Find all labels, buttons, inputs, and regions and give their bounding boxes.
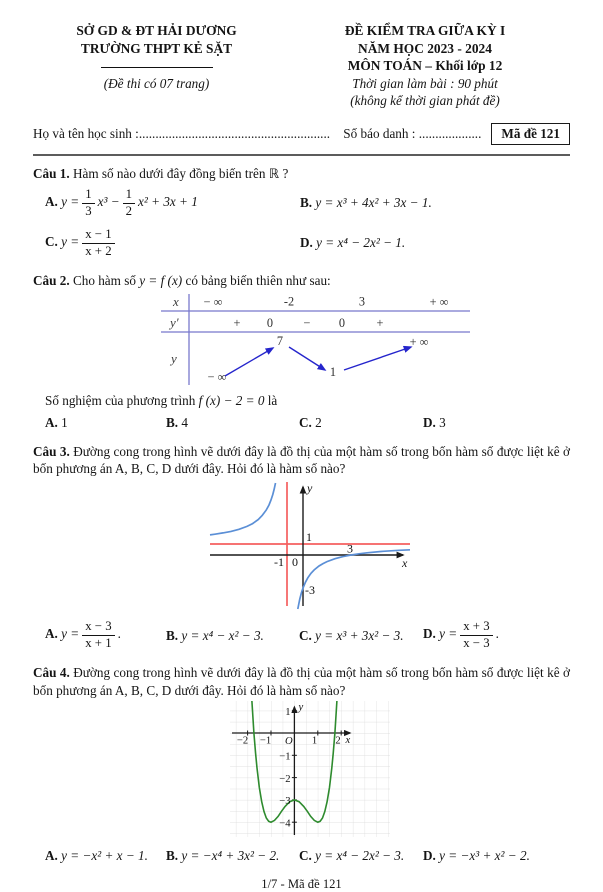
- header-school-block: [33, 22, 280, 110]
- q2-option-d: D. 3: [423, 415, 446, 431]
- q1-option-b: B. y = x³ + 4x² + 3x − 1.: [300, 195, 432, 211]
- student-id-line: Số báo danh : ...................: [343, 126, 482, 142]
- y-axis-label: y: [298, 702, 304, 714]
- q1-option-d: D. y = x⁴ − 2x² − 1.: [300, 235, 406, 251]
- variation-arrows: [225, 347, 411, 376]
- q2-option-a: A. 1: [45, 415, 68, 431]
- q3-graph-svg: [210, 479, 410, 611]
- question-4: [33, 664, 570, 866]
- header: [33, 22, 570, 110]
- q2-variation-table: [155, 292, 570, 389]
- svg-text:3: 3: [358, 294, 366, 309]
- svg-text:−2: −2: [279, 773, 291, 785]
- q3-option-c: C. y = x³ + 3x² − 3.: [299, 627, 404, 643]
- page-footer: 1/7 - Mã đề 121: [261, 876, 342, 891]
- y-min-value: 1: [329, 365, 337, 380]
- q4-option-b: B. y = −x⁴ + 3x² − 2.: [166, 847, 280, 863]
- row-head-y: y: [171, 351, 177, 367]
- svg-text:-2: -2: [283, 294, 295, 309]
- header-short-rule: [101, 67, 213, 68]
- question-2: [33, 272, 570, 434]
- question-1: [33, 165, 570, 262]
- q3-graph: [210, 479, 570, 615]
- question-3: [33, 443, 570, 655]
- y-axis-label: y: [307, 480, 313, 495]
- vasym-label: -1: [274, 554, 284, 569]
- q3-option-d: D. y = $\frac{x + 3}{x - 3}$ .: [423, 619, 499, 651]
- student-name-line: Họ và tên học sinh :..........................................................: [33, 126, 331, 142]
- table-row-heads: [168, 294, 179, 366]
- q4-text: [33, 664, 570, 699]
- q1-text: [33, 165, 570, 182]
- svg-text:0: 0: [266, 316, 274, 331]
- exam-title: ĐỀ KIỂM TRA GIỮA KỲ I: [344, 23, 506, 38]
- svg-text:1: 1: [285, 707, 291, 719]
- q2-text: Câu 2. Cho hàm số y = f (x) có bảng biến thiên như sau:: [33, 272, 331, 288]
- row-head-y-prime: y′: [170, 315, 179, 331]
- curve-left-branch: [210, 483, 276, 535]
- arrow-up-2: [344, 347, 411, 370]
- fraction: $\frac{1}{2}$: [123, 188, 135, 219]
- q2-options-row: [45, 412, 570, 434]
- q1-option-c: C. y = $\frac{x - 1}{x + 2}$: [45, 227, 300, 259]
- hasym-label: 1: [306, 529, 312, 544]
- exam-subject: MÔN TOÁN – Khối lớp 12: [347, 58, 503, 74]
- svg-text:+: +: [233, 316, 241, 331]
- q2-label: Câu 2.: [33, 272, 70, 288]
- q3-stem: Đường cong trong hình vẽ dưới đây là đồ thị của một hàm số trong bốn hàm số được liệt kê ở bốn phương án A, B, C, D dưới đây. Hỏi đó là hàm số nào?: [33, 444, 571, 477]
- exam-code-box: Mã đề 121: [491, 123, 570, 145]
- q3-options-row: [45, 615, 570, 655]
- q4-graph-svg: [230, 701, 390, 837]
- fraction: $\frac{x + 3}{x - 3}$: [460, 620, 492, 651]
- svg-text:2: 2: [335, 735, 341, 747]
- q1-options-row-1: [45, 183, 570, 223]
- x-axis-label: x: [402, 555, 408, 570]
- svg-text:−1: −1: [259, 735, 272, 747]
- x-axis-label: x: [345, 735, 351, 747]
- fraction: $\frac{x - 3}{x + 1}$: [82, 620, 114, 651]
- svg-text:−1: −1: [279, 751, 291, 763]
- svg-text:−: −: [303, 316, 311, 331]
- header-exam-block: [280, 22, 570, 110]
- svg-text:− ∞: − ∞: [203, 295, 223, 310]
- svg-text:+: +: [376, 316, 384, 331]
- q2-option-b: B. 4: [166, 415, 188, 431]
- row-head-x: x: [173, 294, 179, 310]
- curve-right-branch: [298, 550, 410, 609]
- table-sign-row: [234, 316, 384, 330]
- svg-text:1: 1: [311, 735, 318, 747]
- q2-option-c: C. 2: [299, 415, 322, 431]
- exam-year: NĂM HỌC 2023 - 2024: [358, 40, 492, 56]
- origin-label: 0: [292, 554, 298, 569]
- q3-label: Câu 3.: [33, 444, 70, 460]
- svg-text:−3: −3: [279, 796, 291, 808]
- student-row: [33, 123, 570, 145]
- q1-option-a: A. y = $\frac{1}{3}$ x³ − $\frac{1}{2}$ x² + 3x + 1: [45, 186, 198, 218]
- school-name: TRƯỜNG THPT KẺ SẶT: [80, 40, 233, 56]
- variation-table-svg: [155, 292, 470, 385]
- header-divider: [33, 154, 570, 156]
- q4-option-c: C. y = x⁴ − 2x² − 3.: [299, 847, 405, 863]
- table-x-row: [204, 295, 449, 310]
- arrow-up-1: [225, 348, 273, 376]
- q4-label: Câu 4.: [33, 665, 70, 681]
- exam-duration: Thời gian làm bài : 90 phút: [352, 76, 498, 92]
- q4-option-d: D. y = −x³ + x² − 2.: [423, 847, 530, 863]
- svg-text:−4: −4: [279, 818, 291, 830]
- school-department: SỞ GD & ĐT HẢI DƯƠNG: [76, 23, 237, 38]
- svg-text:+ ∞: + ∞: [429, 295, 449, 310]
- q3-option-b: B. y = x⁴ − x² − 3.: [166, 627, 264, 643]
- table-y-row: [208, 334, 429, 384]
- q4-stem: Đường cong trong hình vẽ dưới đây là đồ thị của một hàm số trong bốn hàm số được liệt kê ở bốn phương án A, B, C, D dưới đây. Hỏi đó là hàm số nào?: [33, 665, 571, 698]
- pages-note: (Đề thi có 07 trang): [103, 76, 210, 92]
- q3-graph-labels: [274, 481, 408, 597]
- q4-option-a: A. y = −x² + x − 1.: [45, 847, 148, 863]
- fraction: $\frac{x - 1}{x + 2}$: [82, 228, 114, 259]
- y-intercept-label: -3: [305, 582, 315, 597]
- y-end-value: + ∞: [409, 335, 429, 350]
- origin-label: O: [285, 736, 293, 748]
- y-start-value: − ∞: [207, 370, 227, 385]
- q3-text: [33, 443, 570, 478]
- q4-options-row: [45, 845, 570, 867]
- exam-duration-note: (không kể thời gian phát đề): [350, 93, 500, 109]
- q4-graph: [230, 701, 570, 841]
- q3-option-a: A. y = $\frac{x - 3}{x + 1}$ .: [45, 619, 121, 651]
- x-intercept-label: 3: [347, 541, 353, 556]
- q2-sub-question: Số nghiệm của phương trình f (x) − 2 = 0 là: [45, 392, 278, 408]
- arrow-down: [289, 347, 325, 370]
- q1-label: Câu 1.: [33, 166, 70, 182]
- fraction: $\frac{1}{3}$: [82, 188, 94, 219]
- svg-text:−2: −2: [236, 735, 249, 747]
- svg-text:0: 0: [338, 316, 346, 331]
- y-max-value: 7: [276, 334, 284, 349]
- q1-stem: Hàm số nào dưới đây đồng biến trên ℝ ?: [72, 166, 289, 182]
- q1-options-row-2: [45, 223, 570, 263]
